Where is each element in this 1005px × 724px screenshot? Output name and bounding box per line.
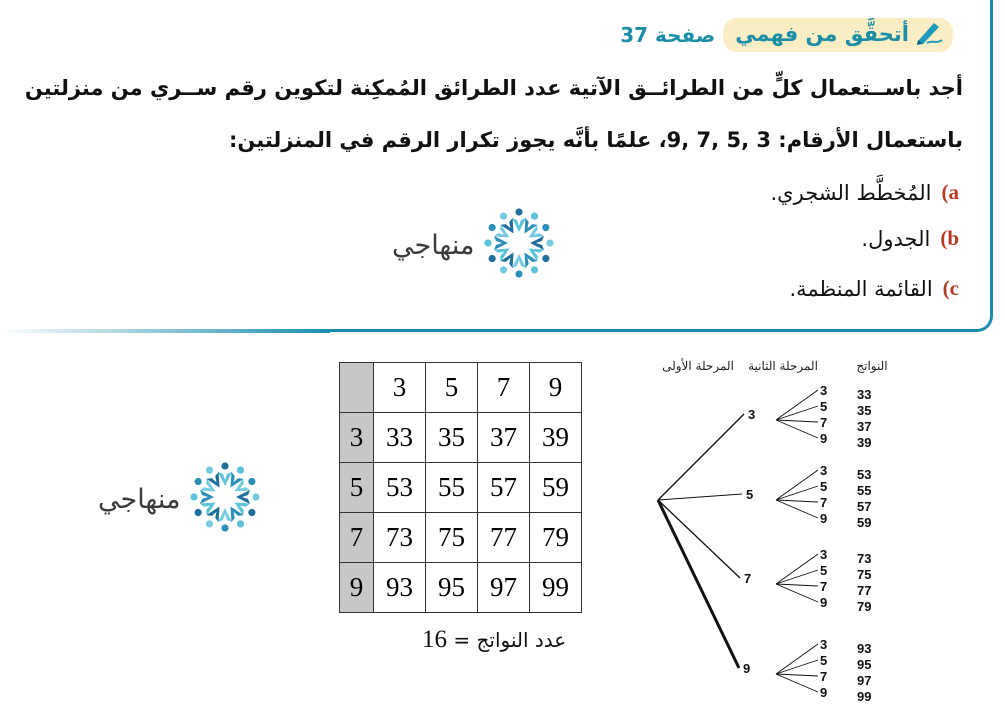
table-cell: 77 (478, 513, 530, 563)
option-letter: b) (940, 226, 959, 250)
manhaji-logo (98, 460, 262, 538)
outcome-count-value: 16 (422, 626, 447, 653)
tree-stage2-label: 7 (820, 579, 828, 594)
logo-text: منهاجي (98, 483, 181, 515)
table-row-label: 9 (340, 563, 374, 613)
tree-branch-stage2 (776, 486, 818, 500)
outcomes-table (339, 362, 582, 613)
section-title: أتحقَّق من فهمي (735, 22, 909, 46)
section-header (620, 18, 953, 52)
table-header-cell: 3 (374, 363, 426, 413)
tree-outcome-label: 93 (857, 641, 872, 656)
table-row-label: 5 (340, 463, 374, 513)
tree-stage2-label: 7 (820, 495, 828, 510)
tree-col-outcomes: النواتج (856, 359, 888, 373)
tree-outcome-label: 55 (857, 483, 872, 498)
table-row (340, 513, 582, 563)
page-reference: صفحة 37 (620, 23, 716, 47)
tree-stage2-label: 3 (820, 383, 828, 398)
tree-stage2-label: 5 (820, 653, 828, 668)
tree-stage1-label: 7 (744, 571, 752, 586)
option-text: الجدول. (861, 226, 931, 251)
table-cell: 57 (478, 463, 530, 513)
header-pill (723, 18, 953, 52)
logo-mark-icon (482, 206, 556, 284)
tree-stage2-label: 5 (820, 479, 828, 494)
logo-figure (218, 508, 232, 532)
table-cell: 75 (426, 513, 478, 563)
tree-branch-stage2 (776, 584, 818, 602)
outcome-count (422, 626, 566, 654)
tree-branch-stage2 (776, 674, 818, 692)
tree-stage2-label: 9 (820, 685, 828, 700)
tree-branch-stage2 (776, 420, 818, 422)
table-cell: 53 (374, 463, 426, 513)
tree-branch-stage1 (658, 414, 744, 500)
tree-outcome-label: 95 (857, 657, 872, 672)
tree-stage2-label: 5 (820, 563, 828, 578)
tree-branch-stage2 (776, 674, 818, 676)
option-letter: c) (942, 276, 959, 300)
tree-branch-stage2 (776, 500, 818, 518)
pencil-icon (915, 19, 943, 49)
tree-branch-stage1 (658, 494, 742, 500)
tree-branch-stage2 (776, 584, 818, 586)
table-row (340, 463, 582, 513)
tree-col-first: المرحلة الأولى (662, 359, 734, 373)
logo-figure (236, 490, 260, 504)
tree-stage1-label: 3 (748, 407, 756, 422)
table-cell: 99 (530, 563, 582, 613)
option-a (771, 180, 960, 205)
table-cell: 93 (374, 563, 426, 613)
tree-outcome-label: 99 (857, 689, 872, 704)
tree-stage2-label: 7 (820, 669, 828, 684)
option-text: القائمة المنظمة. (789, 276, 933, 301)
table-cell: 73 (374, 513, 426, 563)
table-row (340, 563, 582, 613)
table-corner-cell (340, 363, 374, 413)
option-b (861, 226, 959, 251)
logo-mark-icon (188, 460, 262, 538)
tree-branch-stage2 (776, 420, 818, 438)
tree-branch-stage2 (776, 500, 818, 502)
tree-branch-stage1 (658, 500, 739, 668)
table-row-label: 7 (340, 513, 374, 563)
tree-stage2-label: 5 (820, 399, 828, 414)
tree-stage1-label: 5 (746, 487, 754, 502)
option-text: المُخطَّط الشجري. (770, 180, 932, 205)
table-row-label: 3 (340, 413, 374, 463)
tree-stage1-label: 9 (743, 661, 751, 676)
tree-outcome-label: 33 (857, 387, 872, 402)
tree-outcome-label: 35 (857, 403, 872, 418)
tree-outcome-label: 73 (857, 551, 872, 566)
tree-branch-stage2 (776, 390, 818, 420)
logo-figure (530, 236, 554, 250)
tree-branch-stage1 (658, 500, 740, 578)
tree-outcome-label: 75 (857, 567, 872, 582)
option-c (789, 276, 959, 301)
tree-outcome-label: 37 (857, 419, 872, 434)
table-cell: 33 (374, 413, 426, 463)
table-cell: 95 (426, 563, 478, 613)
table-header-cell: 7 (478, 363, 530, 413)
table-header-cell: 9 (530, 363, 582, 413)
tree-stage2-label: 9 (820, 511, 828, 526)
table-cell: 35 (426, 413, 478, 463)
table-cell: 37 (478, 413, 530, 463)
logo-figure (512, 208, 526, 232)
table-row (340, 413, 582, 463)
tree-branch-stage2 (776, 554, 818, 584)
tree-outcome-label: 79 (857, 599, 872, 614)
tree-outcome-label: 59 (857, 515, 872, 530)
logo-text: منهاجي (392, 229, 475, 261)
table-cell: 97 (478, 563, 530, 613)
logo-figure (218, 462, 232, 486)
tree-stage2-label: 9 (820, 431, 828, 446)
tree-stage2-label: 9 (820, 595, 828, 610)
tree-outcome-label: 39 (857, 435, 872, 450)
table-cell: 55 (426, 463, 478, 513)
tree-branch-stage2 (776, 406, 818, 420)
outcome-count-label: عدد النواتج = (453, 628, 567, 652)
tree-branch-stage2 (776, 470, 818, 500)
question-line-2: باستعمال الأرقام: 3 ,5 ,7 ,9، علمًا بأنَّه يجوز تكرار الرقم في المنزلتين: (228, 128, 963, 152)
tree-outcome-label: 97 (857, 673, 872, 688)
tree-stage2-label: 3 (820, 547, 828, 562)
tree-stage2-label: 7 (820, 415, 828, 430)
logo-figure (191, 490, 215, 504)
tree-outcome-label: 53 (857, 467, 872, 482)
tree-branches (658, 390, 818, 692)
table-cell: 79 (530, 513, 582, 563)
tree-stage2-label: 3 (820, 637, 828, 652)
tree-diagram (640, 350, 940, 718)
table-cell: 39 (530, 413, 582, 463)
tree-branch-stage2 (776, 660, 818, 674)
tree-branch-stage2 (776, 644, 818, 674)
logo-figure (512, 254, 526, 278)
question-line-1: أجد باســتعمال كلٍّ من الطرائــق الآتية عدد الطرائق المُمكِنة لتكوين رقم ســري من منزلتين (24, 76, 963, 100)
tree-col-second: المرحلة الثانية (748, 359, 818, 373)
table-header-cell: 5 (426, 363, 478, 413)
logo-figure (485, 236, 509, 250)
option-letter: a) (941, 180, 959, 204)
tree-stage2-label: 3 (820, 463, 828, 478)
table-header-row (340, 363, 582, 413)
tree-outcome-label: 77 (857, 583, 872, 598)
manhaji-logo (392, 206, 556, 284)
box-bottom-border (0, 329, 330, 333)
tree-outcome-label: 57 (857, 499, 872, 514)
tree-labels (743, 383, 871, 704)
table-cell: 59 (530, 463, 582, 513)
tree-branch-stage2 (776, 570, 818, 584)
